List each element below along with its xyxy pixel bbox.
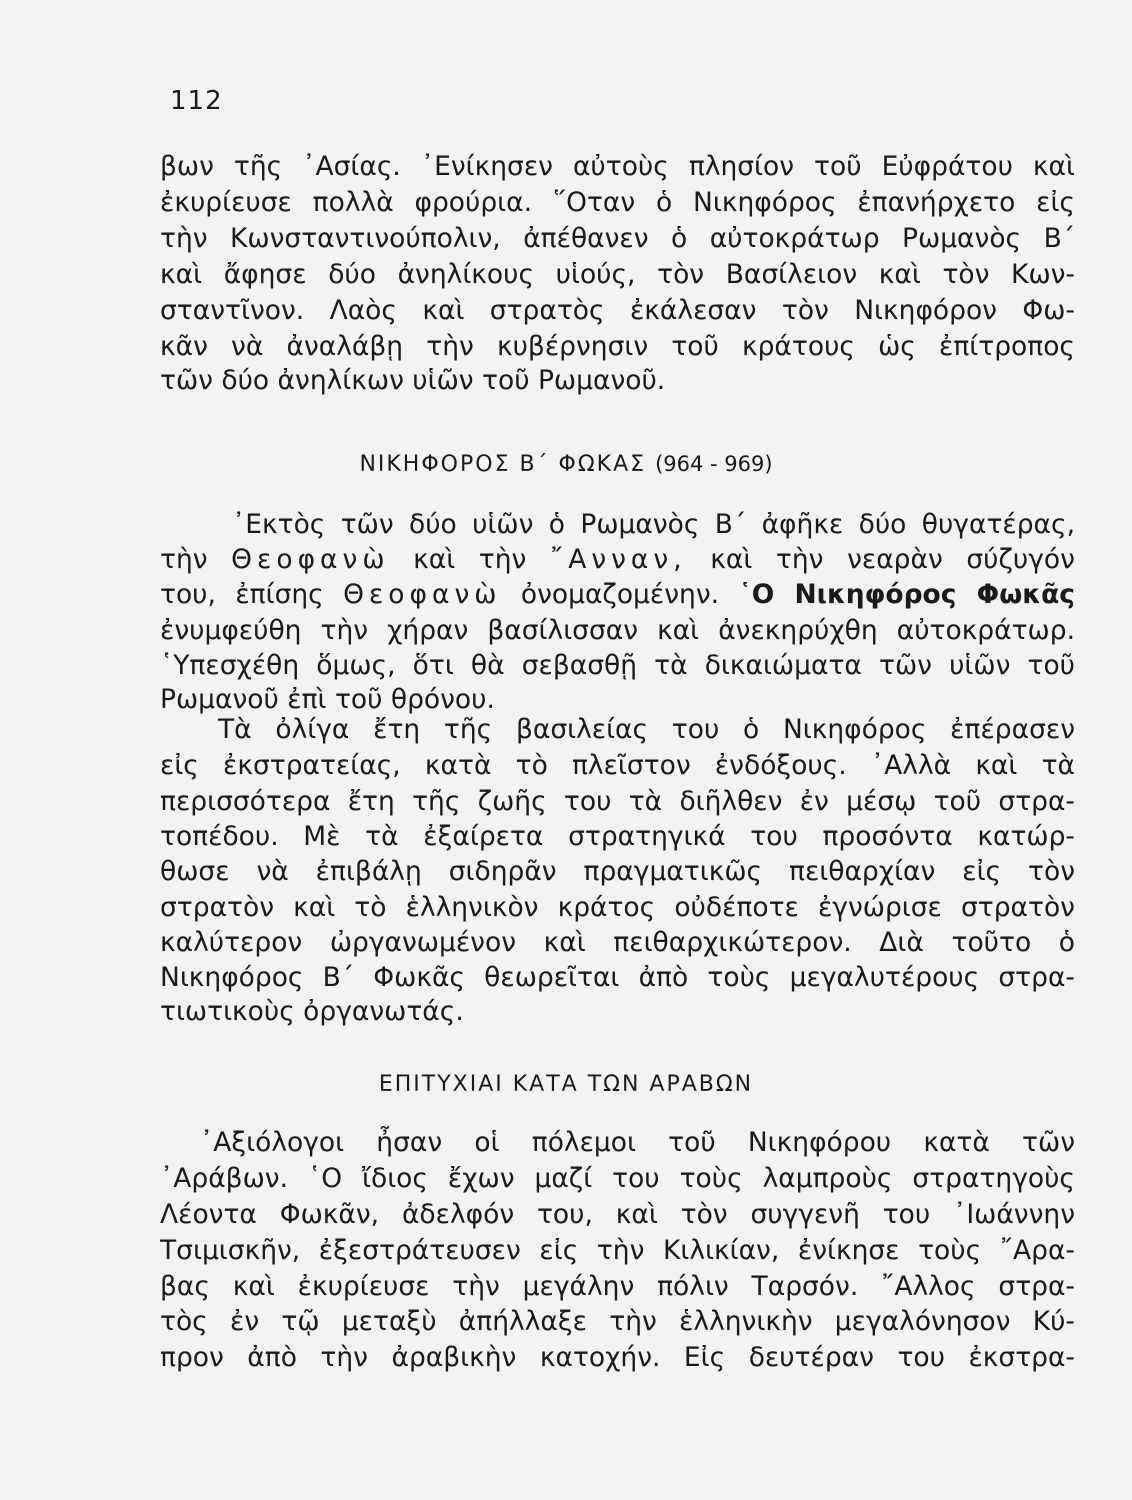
text-line: βας καὶ ἐκυρίευσε τὴν μεγάλην πόλιν Ταρσόν. ῎Αλλος στρα- [160, 1271, 1075, 1302]
text-line: κᾶν νὰ ἀναλάβῃ τὴν κυβέρνησιν τοῦ κράτους ὡς ἐπίτροπος [160, 331, 1075, 362]
text-line: Νικηφόρος Β΄ Φωκᾶς θεωρεῖται ἀπὸ τοὺς μεγαλυτέρους στρα- [160, 962, 1075, 993]
text-line: Τσιμισκῆν, ἐξεστράτευσεν εἰς τὴν Κιλικίαν, ἐνίκησε τοὺς ῎Αρα- [160, 1235, 1075, 1266]
text-line: προν ἀπὸ τὴν ἀραβικὴν κατοχήν. Εἰς δευτέραν του ἐκστρα- [160, 1342, 1075, 1373]
text-line: ἐνυμφεύθη τὴν χήραν βασίλισσαν καὶ ἀνεκηρύχθη αὐτοκράτωρ. [160, 615, 1075, 646]
heading-title: ΕΠΙΤΥΧΙΑΙ ΚΑΤΑ ΤΩΝ ΑΡΑΒΩΝ [378, 1072, 754, 1097]
text-line: εἰς ἐκστρατείας, κατὰ τὸ πλεῖστον ἐνδόξους. ᾿Αλλὰ καὶ τὰ [160, 750, 1075, 781]
text-line: τὴν Κωνσταντινούπολιν, ἀπέθανεν ὁ αὐτοκράτωρ Ρωμανὸς Β΄ [160, 223, 1075, 254]
section-heading [0, 452, 1132, 477]
heading-dates: (964 - 969) [655, 452, 773, 476]
text-line: καὶ ἄφησε δύο ἀνηλίκους υἱούς, τὸν Βασίλειον καὶ τὸν Κων- [160, 259, 1075, 290]
text-line: ᾿Αξιόλογοι ἦσαν οἱ πόλεμοι τοῦ Νικηφόρου κατὰ τῶν [200, 1127, 1075, 1158]
text-line: καλύτερον ὠργανωμένον καὶ πειθαρχικώτερον. Διὰ τοῦτο ὁ [160, 927, 1075, 958]
text-line: τῶν δύο ἀνηλίκων υἱῶν τοῦ Ρωμανοῦ. [160, 365, 666, 396]
text-line: τοπέδου. Μὲ τὰ ἐξαίρετα στρατηγικά του προσόντα κατώρ- [160, 821, 1075, 852]
bold-name: ῾Ο Νικηφόρος Φωκᾶς [738, 579, 1075, 610]
text-line: στρατὸν καὶ τὸ ἑλληνικὸν κράτος οὐδέποτε ἐγνώρισε στρατὸν [160, 892, 1075, 923]
text-line: περισσότερα ἔτη τῆς ζωῆς του τὰ διῆλθεν ἐν μέσῳ τοῦ στρα- [160, 786, 1075, 817]
text-line: βων τῆς ᾿Ασίας. ᾿Ενίκησεν αὐτοὺς πλησίον τοῦ Εὐφράτου καὶ [160, 151, 1075, 182]
spaced-name: Θεοφανὼ [343, 579, 502, 610]
text-line: τιωτικοὺς ὀργανωτάς. [160, 996, 464, 1027]
text-line: Τὰ ὀλίγα ἔτη τῆς βασιλείας του ὁ Νικηφόρος ἐπέρασεν [218, 714, 1075, 745]
text-line: ᾿Εκτὸς τῶν δύο υἱῶν ὁ Ρωμανὸς Β΄ ἀφῆκε δύο θυγατέρας, [232, 509, 1075, 540]
text-line [160, 578, 1075, 612]
text-line: σταντῖνον. Λαὸς καὶ στρατὸς ἐκάλεσαν τὸν Νικηφόρον Φω- [160, 295, 1075, 326]
text-line: τὸς ἐν τῷ μεταξὺ ἀπήλλαξε τὴν ἑλληνικὴν μεγαλόνησον Κύ- [160, 1306, 1075, 1337]
text-fragment: του, ἐπίσης [160, 579, 324, 610]
text-line: ἐκυρίευσε πολλὰ φρούρια. ῞Οταν ὁ Νικηφόρος ἐπανήρχετο εἰς [160, 187, 1075, 218]
text-fragment: καὶ τὴν [413, 544, 527, 575]
text-line: θωσε νὰ ἐπιβάλῃ σιδηρᾶν πραγματικῶς πειθαρχίαν εἰς τὸν [160, 856, 1075, 887]
page-number: 112 [170, 86, 223, 116]
text-fragment: καὶ τὴν νεαρὰν σύζυγόν [710, 544, 1075, 575]
text-fragment: ὀνομαζομένην. [520, 579, 720, 610]
text-fragment: τὴν [160, 544, 208, 575]
text-line: ῾Υπεσχέθη ὅμως, ὅτι θὰ σεβασθῇ τὰ δικαιώματα τῶν υἱῶν τοῦ [160, 650, 1075, 681]
text-line: ᾿Αράβων. ῾Ο ἴδιος ἔχων μαζί του τοὺς λαμπροὺς στρατηγοὺς [160, 1163, 1075, 1194]
text-line [160, 543, 1075, 577]
text-line: Ρωμανοῦ ἐπὶ τοῦ θρόνου. [160, 684, 495, 715]
spaced-name: Θεοφανὼ [231, 544, 390, 575]
heading-title: ΝΙΚΗΦΟΡΟΣ Β΄ ΦΩΚΑΣ [359, 452, 647, 477]
text-line: Λέοντα Φωκᾶν, ἀδελφόν του, καὶ τὸν συγγενῆ του ᾿Ιωάννην [160, 1199, 1075, 1230]
spaced-name: ῎Ανναν, [549, 544, 687, 575]
section-heading [0, 1072, 1132, 1097]
